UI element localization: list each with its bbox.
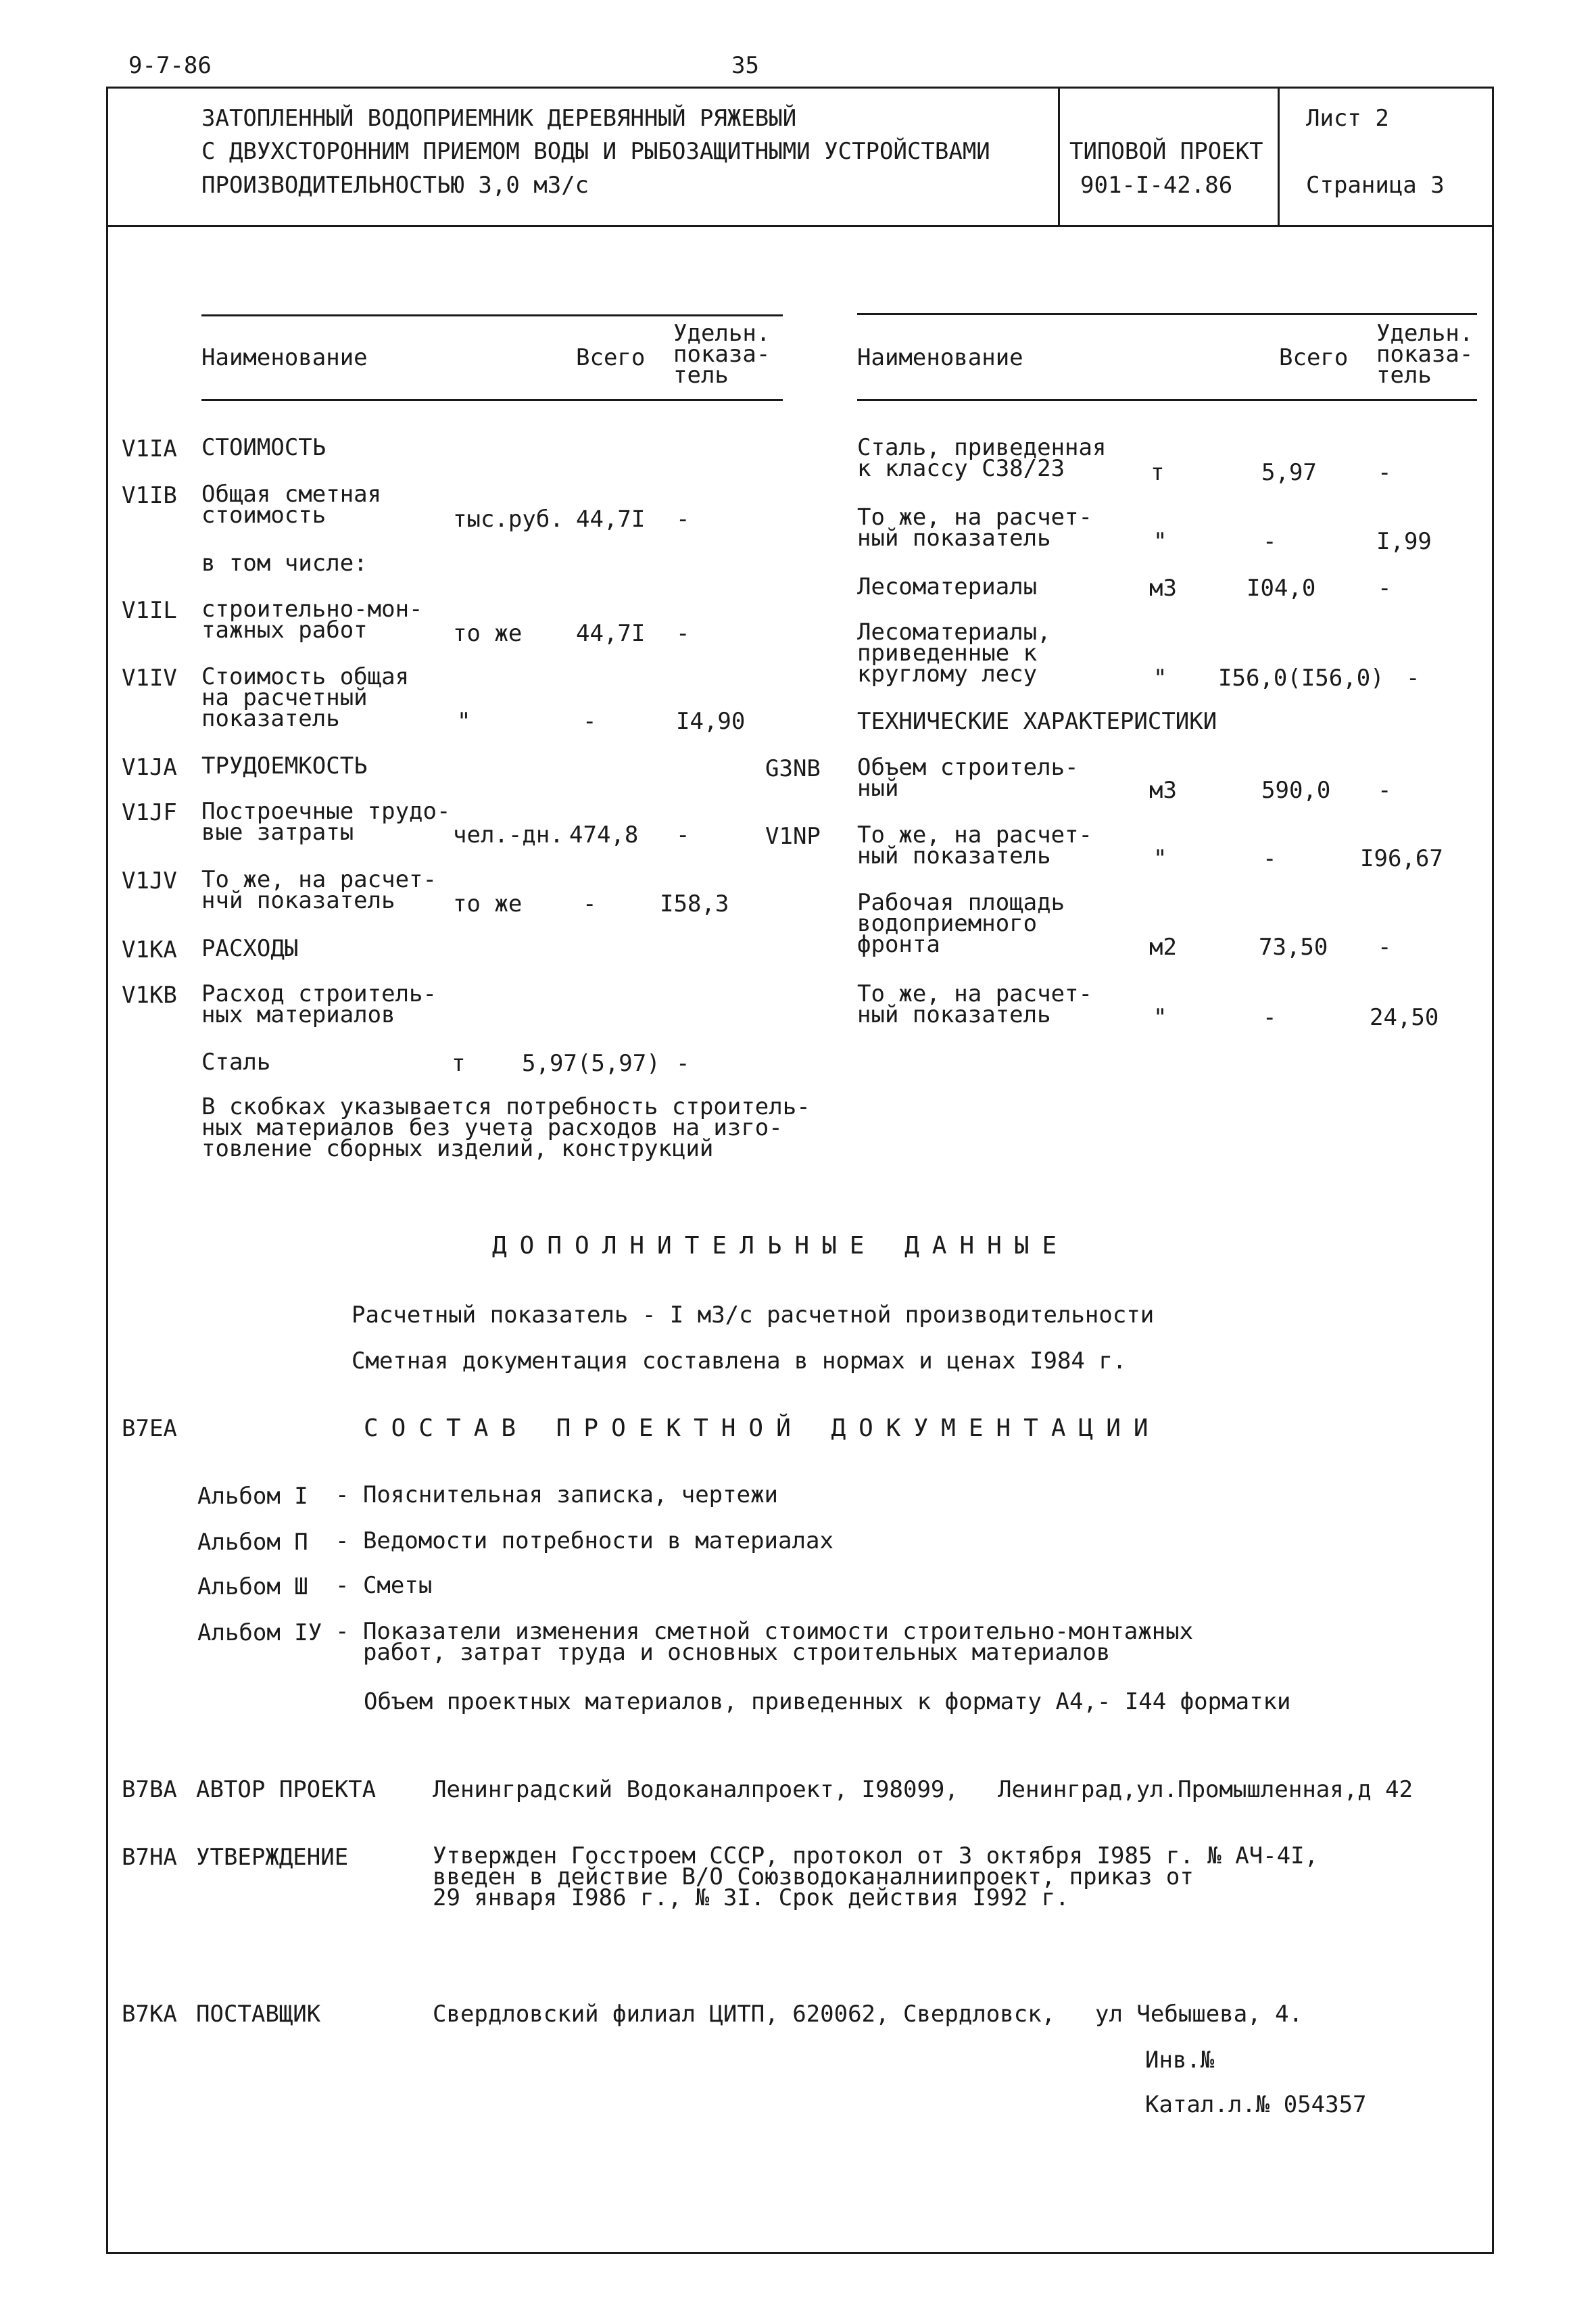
left-footnote: В скобках указывается потребность строитель- ных материалов без учета расходов на изго- товление сборных изделий, конструкций (201, 1093, 811, 1162)
album-text: - Ведомости потребности в материалах (335, 1527, 833, 1554)
row-name: То же, на расчет- нчй показатель (201, 866, 437, 914)
row-specific: I,99 (1376, 528, 1432, 555)
row-total: 5,97 (1261, 459, 1317, 486)
author-address: Ленинград,ул.Промышленная,д 42 (998, 1776, 1413, 1803)
row-specific: - (1378, 777, 1392, 804)
row-unit: " (457, 708, 471, 735)
composition-heading: СОСТАВ ПРОЕКТНОЙ ДОКУМЕНТАЦИИ (364, 1414, 1161, 1442)
row-specific: - (676, 1050, 690, 1077)
album-label: Альбом IУ (197, 1619, 322, 1646)
row-total: - (1263, 528, 1277, 555)
album-text: - Пояснительная записка, чертежи (335, 1481, 779, 1508)
row-name: То же, на расчет- ный показатель (857, 504, 1092, 552)
project-number: 901-I-42.86 (1080, 172, 1233, 199)
right-table-head-rule (857, 399, 1477, 401)
additional-line-2: Сметная документация составлена в нормах и ценах I984 г. (352, 1347, 1127, 1375)
row-total: 73,50 (1259, 934, 1328, 961)
row-specific: - (676, 506, 690, 533)
stamp-title-3: ПРОИЗВОДИТЕЛЬНОСТЬЮ 3,0 м3/с (201, 172, 589, 199)
stamp-divider-1 (1058, 87, 1060, 226)
row-specific: I58,3 (660, 890, 729, 917)
supplier-text: Свердловский филиал ЦИТП, 620062, Свердловск, (433, 2001, 1056, 2028)
author-code: B7BA (122, 1776, 177, 1803)
row-name: Лесоматериалы, приведенные к круглому лесу (857, 619, 1051, 688)
supplier-code: B7KA (122, 2001, 177, 2028)
composition-code: B7EA (122, 1415, 177, 1442)
row-total: - (583, 890, 597, 917)
additional-line-1: Расчетный показатель - I м3/с расчетной производительности (352, 1302, 1155, 1329)
row-unit: " (1153, 845, 1167, 872)
row-name: Сталь (201, 1049, 271, 1076)
left-header-total: Всего (576, 344, 646, 371)
row-name: строительно-мон- тажных работ (201, 596, 423, 644)
project-label: ТИПОВОЙ ПРОЕКТ (1069, 138, 1263, 165)
album-text: - Показатели изменения сметной стоимости строительно-монтажных работ, затрат труда и основных строительных материалов (335, 1618, 1194, 1666)
left-table-top-rule (201, 314, 783, 316)
row-unit: то же (453, 620, 523, 647)
approval-code: B7HA (122, 1844, 177, 1871)
row-code: V1JF (122, 799, 177, 826)
page-number: 35 (731, 52, 759, 79)
row-unit: то же (453, 890, 523, 917)
supplier-label: ПОСТАВЩИК (196, 2001, 321, 2028)
right-table-top-rule (857, 313, 1477, 315)
row-name: Рабочая площадь водоприемного фронта (857, 889, 1065, 958)
row-name: СТОИМОСТЬ (201, 434, 327, 461)
row-specific: - (676, 821, 690, 849)
page-label: Страница 3 (1306, 172, 1445, 199)
album-label: Альбом П (197, 1529, 308, 1556)
row-name: То же, на расчет- ный показатель (857, 821, 1092, 869)
catalog-number: Катал.л.№ 054357 (1145, 2091, 1367, 2118)
row-total: - (1263, 1004, 1277, 1031)
row-total: - (1263, 845, 1277, 872)
row-code: V1IB (122, 482, 177, 509)
row-total: 44,7I (576, 506, 646, 533)
inventory-number: Инв.№ (1145, 2047, 1215, 2074)
row-name: Стоимость общая на расчетный показатель (201, 663, 410, 732)
stamp-divider-2 (1278, 87, 1280, 226)
approval-label: УТВЕРЖДЕНИЕ (196, 1844, 349, 1871)
row-unit: " (1153, 665, 1167, 692)
row-name: РАСХОДЫ (201, 935, 299, 962)
row-code: V1IV (122, 665, 177, 692)
row-name: ТРУДОЕМКОСТЬ (201, 753, 368, 780)
row-unit: " (1153, 528, 1167, 555)
left-header-name: Наименование (201, 344, 368, 371)
row-specific: - (676, 620, 690, 647)
row-name: Лесоматериалы (857, 573, 1038, 600)
row-specific: - (1378, 459, 1392, 486)
approval-text: Утвержден Госстроем СССР, протокол от 3 октября I985 г. № АЧ-4I, введен в действие В/О Союзводоканалниипроект, приказ от 29 января I986 г., № 3I. Срок действия I992 г. (433, 1842, 1319, 1911)
author-text: Ленинградский Водоканалпроект, I98099, (433, 1776, 959, 1803)
row-unit: т (1151, 459, 1165, 486)
row-specific: I96,67 (1360, 845, 1443, 872)
additional-data-heading: ДОПОЛНИТЕЛЬНЫЕ ДАННЫЕ (492, 1232, 1070, 1260)
right-code-v1np: V1NP (765, 823, 821, 850)
supplier-street: ул Чебышева, 4. (1095, 2001, 1303, 2028)
row-code: V1JV (122, 867, 177, 894)
stamp-title-2: С ДВУХСТОРОННИМ ПРИЕМОМ ВОДЫ И РЫБОЗАЩИТНЫМИ УСТРОЙСТВАМИ (201, 138, 990, 165)
left-table-head-rule (201, 399, 783, 401)
row-unit: " (1153, 1004, 1167, 1031)
stamp-bottom-rule (106, 225, 1492, 227)
row-unit: м3 (1149, 575, 1177, 602)
row-total: 5,97(5,97) (522, 1050, 660, 1077)
row-specific: - (1378, 934, 1392, 961)
album-text: - Сметы (335, 1572, 433, 1599)
row-unit: м2 (1149, 934, 1177, 961)
left-header-specific: Удельн. показа- тель (673, 320, 771, 389)
stamp-title-1: ЗАТОПЛЕННЫЙ ВОДОПРИЕМНИК ДЕРЕВЯННЫЙ РЯЖЕВЫЙ (201, 105, 797, 132)
right-header-name: Наименование (857, 344, 1023, 371)
row-unit: т (452, 1050, 466, 1077)
row-name: Расход строитель- ных материалов (201, 980, 437, 1028)
right-header-specific: Удельн. показа- тель (1376, 320, 1474, 389)
row-specific: 24,50 (1370, 1004, 1439, 1031)
album-label: Альбом I (197, 1483, 308, 1510)
row-code: V1KB (122, 982, 177, 1009)
date-stamp: 9-7-86 (128, 52, 212, 79)
sheet-label: Лист 2 (1306, 105, 1389, 132)
row-code: V1IL (122, 597, 177, 624)
row-code: V1JA (122, 754, 177, 781)
right-code-g3nb: G3NB (765, 755, 821, 782)
row-name: Построечные трудо- вые затраты (201, 798, 451, 846)
row-name: в том числе: (201, 550, 368, 577)
row-unit: тыс.руб. (453, 506, 564, 533)
album-label: Альбом Ш (197, 1573, 308, 1600)
row-name: Общая сметная стоимость (201, 481, 382, 529)
page-frame (106, 87, 1494, 2254)
row-name: То же, на расчет- ный показатель (857, 980, 1092, 1028)
row-name: Сталь, приведенная к классу С38/23 (857, 434, 1107, 482)
row-total: I56,0(I56,0) (1218, 665, 1384, 692)
row-specific: - (1378, 575, 1392, 602)
row-total: 44,7I (576, 620, 646, 647)
row-total: 590,0 (1261, 777, 1331, 804)
row-name: Объем строитель- ный (857, 754, 1079, 802)
row-code: V1KA (122, 936, 177, 963)
row-total: 474,8 (569, 821, 639, 849)
row-code: V1IA (122, 435, 177, 462)
row-specific: - (1406, 665, 1420, 692)
row-name: ТЕХНИЧЕСКИЕ ХАРАКТЕРИСТИКИ (857, 708, 1217, 735)
project-volume: Объем проектных материалов, приведенных к формату А4,- I44 форматки (364, 1688, 1291, 1715)
right-header-total: Всего (1279, 344, 1349, 371)
row-total: I04,0 (1247, 575, 1316, 602)
author-label: АВТОР ПРОЕКТА (196, 1776, 377, 1803)
row-unit: чел.-дн. (453, 821, 564, 849)
row-specific: I4,90 (676, 708, 746, 735)
row-total: - (583, 708, 597, 735)
row-unit: м3 (1149, 777, 1177, 804)
